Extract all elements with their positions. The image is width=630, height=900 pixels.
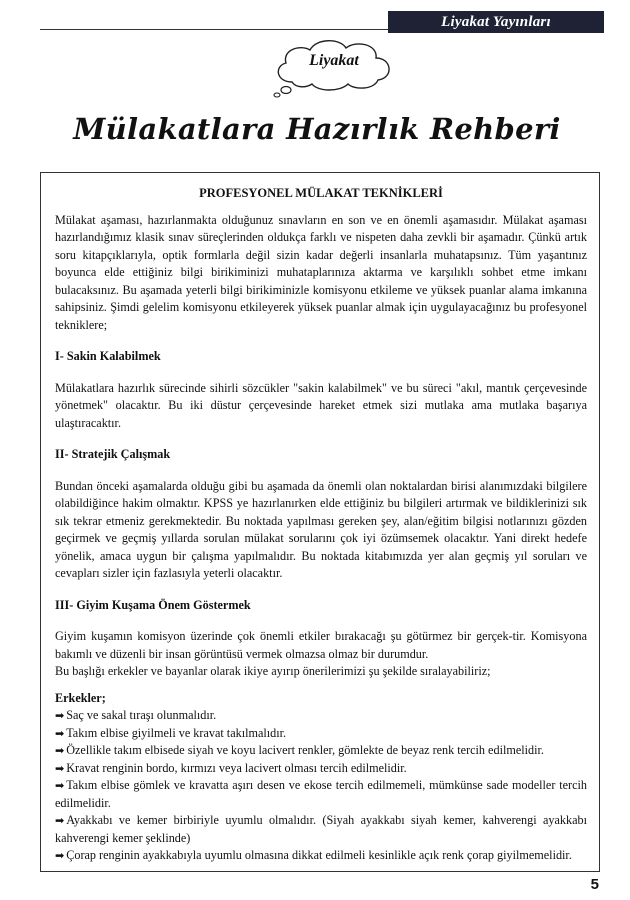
header-rule (40, 29, 388, 30)
arrow-bullet-icon: ➡ (55, 849, 65, 862)
heading-giyim-kusam: III- Giyim Kuşama Önem Göstermek (55, 597, 251, 612)
arrow-bullet-icon: ➡ (55, 744, 65, 757)
paragraph-sakin-kalabilmek: Mülakatlara hazırlık sürecinde sihirli sözcükler "sakin kalabilmek" ve bu süreci "akıl, mantık çerçevesinde yönetmek" olacaktır. Bu iki düstur çerçevesinde hareket etmek sizi mutlaka ama mutlaka başarıya ulaştıracaktır. (55, 380, 587, 430)
list-item: ➡ Takım elbise gömlek ve kravatta aşırı desen ve ekose tercih edilmemeli, mümkünse sade modeller tercih edilmelidir. (55, 778, 587, 810)
list-item: ➡ Çorap renginin ayakkabıyla uyumlu olmasına dikkat edilmeli kesinlikle açık renk çorap giyilmemelidir. (55, 848, 572, 862)
arrow-bullet-icon: ➡ (55, 709, 65, 722)
paragraph-giyim-kusam-2: Bu başlığı erkekler ve bayanlar olarak ikiye ayırıp önerilerimizi şu şekilde sıralayabiliriz; (55, 664, 491, 678)
list-item: ➡ Özellikle takım elbisede siyah ve koyu lacivert renkler, gömlekte de beyaz renk tercih edilmelidir. (55, 743, 544, 757)
publisher-label: Liyakat Yayınları (388, 11, 604, 33)
list-item: ➡ Ayakkabı ve kemer birbiriyle uyumlu olmalıdır. (Siyah ayakkabı siyah kemer, kahverengi ayakkabı kahverengi kemer şeklinde) (55, 813, 587, 845)
list-item: ➡ Saç ve sakal tıraşı olunmalıdır. (55, 708, 217, 722)
section-title: PROFESYONEL MÜLAKAT TEKNİKLERİ (199, 186, 443, 200)
cloud-label: Liyakat (309, 52, 359, 69)
page-title: Mülakatlara Hazırlık Rehberi (73, 112, 561, 146)
page-number: 5 (590, 876, 599, 893)
intro-paragraph: Mülakat aşaması, hazırlanmakta olduğunuz sınavların en son ve en önemli aşamasıdır. Mülakat aşaması hazırlandığımız klasik sınav süreçlerinden oldukça farklı ve nispeten daha zevkli bir aşamadır. Çünkü artık soru kitapçıklarıyla, optik formlarla değil sizin kadar değerli insanlarla muhatapsınız. Tüm yaşantınız boyunca elde ettiğiniz bilgi birikiminizi muhataplarınıza aktarma ve karşılıklı sohbet etme imkanı bulacaksınız. Bu aşamada yeterli bilgi birikiminizle komisyonu etkileme ve yüksek puanlar alama imkanına sahipsiniz. Şimdi gelelim komisyonu etkileyerek yüksek puanlar almak için uygulayacağınız bu profesyonel tekniklere; (55, 212, 587, 332)
heading-stratejik-calismak: II- Stratejik Çalışmak (55, 447, 171, 461)
list-item: ➡ Takım elbise giyilmeli ve kravat takılmalıdır. (55, 725, 287, 740)
content-box (40, 172, 600, 872)
arrow-bullet-icon: ➡ (55, 761, 65, 775)
paragraph-stratejik-calismak: Bundan önceki aşamalarda olduğu gibi bu aşamada da önemli olan noktalardan birisi alanımızdaki bilgilere olabildiğince hakim olmaktır. KPSS ye hazırlanırken elde ettiğiniz bu bilgileri artırmak ve bildiklerinizi sık sık tekrar etmeniz gerekmektedir. Bu noktada yapılması gereken şey, alan/eğitim bilgisi notlarınızı gözden geçirmek ve geçmiş yıllarda sorulan mülakat sorularını çok iyi özümsemek olacaktır. Yani direkt hedefe yönelik, amaca uygun bir çalışma yapılmalıdır. Bu noktada kitabımızda yer alan geçmiş yıl soruları ve cevapları sizler için fazlasıyla yeterli olacaktır. (55, 478, 587, 580)
arrow-bullet-icon: ➡ (55, 726, 65, 740)
heading-sakin-kalabilmek: I- Sakin Kalabilmek (55, 349, 161, 363)
subheading-erkekler: Erkekler; (55, 690, 106, 705)
arrow-bullet-icon: ➡ (55, 779, 65, 792)
cloud-badge (270, 36, 398, 98)
list-item: ➡ Kravat renginin bordo, kırmızı veya lacivert olması tercih edilmelidir. (55, 760, 407, 775)
paragraph-giyim-kusam: Giyim kuşamın komisyon üzerinde çok önemli etkiler bırakacağı şu götürmez bir gerçek-tir. Komisyona bakımlı ve düzenli bir insan görüntüsü vermek olmazsa olmaz bir durumdur. (55, 629, 587, 661)
arrow-bullet-icon: ➡ (55, 814, 65, 827)
